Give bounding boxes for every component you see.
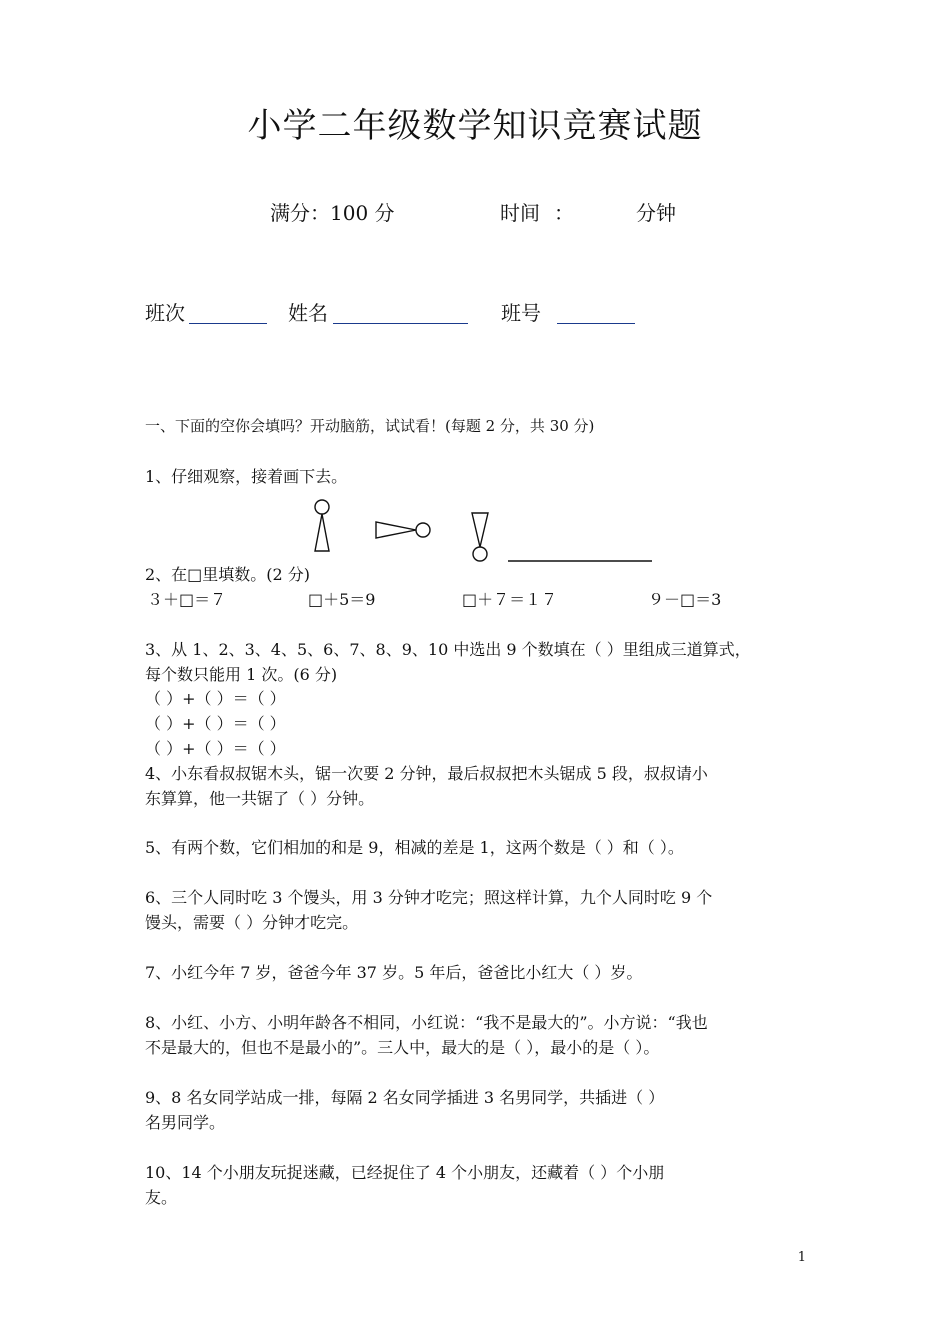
question-6-line-1: 6、三个人同时吃 3 个馒头，用 3 分钟才吃完；照这样计算，九个人同时吃 9 个 bbox=[145, 888, 713, 907]
page-title: 小学二年级数学知识竞赛试题 bbox=[247, 106, 703, 146]
name-blank[interactable] bbox=[333, 323, 468, 324]
name-label: 姓名 bbox=[288, 301, 328, 325]
time-label: 时间 bbox=[500, 201, 540, 225]
question-8-line-2: 不是最大的，但也不是最小的”。三人中，最大的是（ ），最小的是（ ）。 bbox=[145, 1038, 660, 1057]
question-1: 1、仔细观察，接着画下去。 bbox=[145, 467, 348, 486]
question-8-line-1: 8、小红、小方、小明年龄各不相同，小红说：“我不是最大的”。小方说：“我也 bbox=[145, 1013, 708, 1032]
pattern-figures bbox=[300, 495, 660, 565]
question-9-line-2: 名男同学。 bbox=[145, 1113, 226, 1132]
full-score: 满分：100 分 bbox=[270, 201, 395, 225]
q2-equation-1: ３＋□＝７ bbox=[147, 590, 227, 609]
q2-equation-2: □＋5＝9 bbox=[308, 590, 376, 609]
page-number: 1 bbox=[797, 1250, 806, 1265]
q3-row-3: （ ）+（ ）＝（ ） bbox=[145, 739, 286, 758]
question-4-line-2: 东算算，他一共锯了（ ）分钟。 bbox=[145, 789, 375, 808]
question-4-line-1: 4、小东看叔叔锯木头，锯一次要 2 分钟，最后叔叔把木头锯成 5 段，叔叔请小 bbox=[145, 764, 708, 783]
q2-equation-3: □＋７＝１７ bbox=[462, 590, 558, 609]
figure-triangle-up-icon bbox=[315, 500, 329, 551]
number-label: 班号 bbox=[501, 301, 541, 325]
question-7: 7、小红今年 7 岁，爸爸今年 37 岁。5 年后，爸爸比小红大（ ）岁。 bbox=[145, 963, 643, 982]
section-1-heading: 一、下面的空你会填吗？开动脑筋，试试看！(每题 2 分，共 30 分) bbox=[145, 417, 595, 435]
question-3-line-1: 3、从 1、2、3、4、5、6、7、8、9、10 中选出 9 个数填在（ ）里组成三道算式， bbox=[145, 640, 751, 659]
question-6-line-2: 馒头，需要（ ）分钟才吃完。 bbox=[145, 913, 359, 932]
time-colon: ： bbox=[554, 201, 574, 225]
time-unit: 分钟 bbox=[636, 201, 676, 225]
question-9-line-1: 9、8 名女同学站成一排，每隔 2 名女同学插进 3 名男同学，共插进（ ） bbox=[145, 1088, 665, 1107]
q3-row-2: （ ）+（ ）＝（ ） bbox=[145, 714, 286, 733]
number-blank[interactable] bbox=[557, 323, 635, 324]
q2-equation-4: ９－□＝3 bbox=[648, 590, 722, 609]
q3-row-1: （ ）+（ ）＝（ ） bbox=[145, 689, 286, 708]
question-5: 5、有两个数，它们相加的和是 9，相减的差是 1，这两个数是（ ）和（ ）。 bbox=[145, 838, 684, 857]
question-3-line-2: 每个数只能用 1 次。(6 分) bbox=[145, 665, 338, 684]
class-label: 班次 bbox=[145, 301, 185, 325]
figure-triangle-right-icon bbox=[376, 522, 430, 538]
question-10-line-1: 10、14 个小朋友玩捉迷藏，已经捉住了 4 个小朋友，还藏着（ ）个小朋 bbox=[145, 1163, 665, 1182]
figure-triangle-down-icon bbox=[472, 513, 488, 561]
question-10-line-2: 友。 bbox=[145, 1188, 178, 1207]
class-blank[interactable] bbox=[189, 323, 267, 324]
question-2-prompt: 2、在□里填数。(2 分) bbox=[145, 565, 311, 584]
